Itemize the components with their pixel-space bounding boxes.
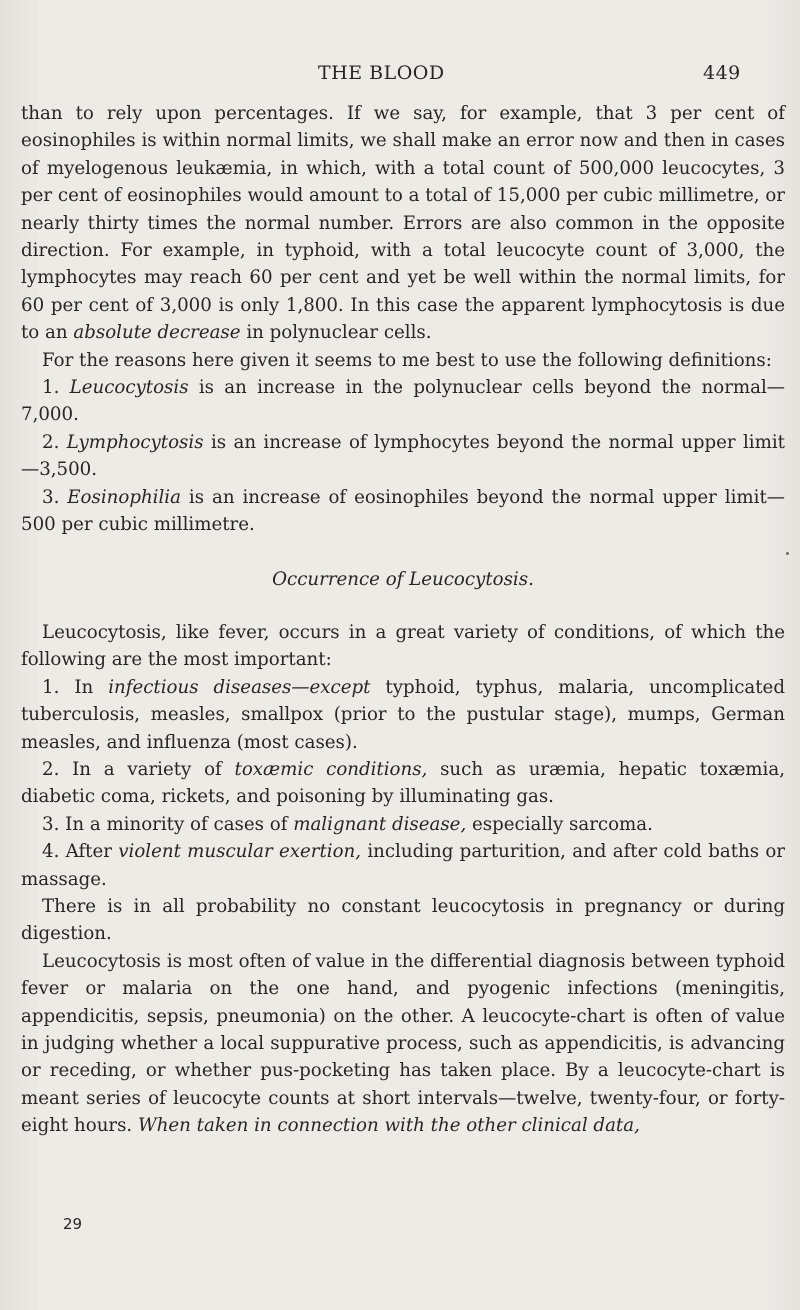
list-item-1-text: typhoid, typhus, malaria, uncomplicated tuberculosis, measles, smallpox (prior to the pustular stage), mumps, German measles, and influenza (most cases). <box>21 676 785 753</box>
paragraph-1-end: in polynuclear cells. <box>240 322 432 344</box>
definition-3-term: Eosinophilia <box>67 486 181 508</box>
running-title: THE BLOOD <box>318 62 445 84</box>
definition-1-number: 1. <box>42 377 70 399</box>
list-item-4 <box>21 838 785 893</box>
page-number: 449 <box>703 62 741 84</box>
list-item-4-text: including parturition, and after cold baths or massage. <box>21 841 785 890</box>
paragraph-last-emphasis: When taken in connection with the other clinical data, <box>138 1115 640 1137</box>
list-item-1-emphasis: infectious diseases—except <box>108 676 371 698</box>
paragraph-1-text: than to rely upon percentages. If we say, for example, that 3 per cent of eosinophiles is within normal limits, we shall make an error now and then in cases of myelogenous leukæmia, in which, with a total count of 500,000 leucocytes, 3 per cent of eosinophiles would amount to a total of 15,000 per cubic millimetre, or nearly thirty times the normal number. Errors are also common in the opposite direction. For example, in typhoid, with a total leucocyte count of 3,000, the lymphocytes may reach 60 per cent and yet be well within the normal limits, for 60 per cent of 3,000 is only 1,800. In this case the apparent lymphocytosis is due to an <box>21 103 785 344</box>
definition-1-term: Leucocytosis <box>69 377 189 399</box>
paper-speck <box>786 552 789 555</box>
paragraph-last <box>21 948 785 1140</box>
definition-2-text: is an increase of lymphocytes beyond the normal upper limit—3,500. <box>21 431 785 481</box>
list-item-2-lead: 2. In a variety of <box>42 758 235 780</box>
definition-3-number: 3. <box>42 486 68 508</box>
list-item-1-lead: 1. In <box>42 676 109 698</box>
definition-3-text: is an increase of eosinophiles beyond the normal upper limit—500 per cubic millimetre. <box>21 486 785 536</box>
signature-mark: 29 <box>63 1215 83 1233</box>
paragraph-pregnancy: There is in all probability no constant leucocytosis in pregnancy or during digestion. <box>21 895 785 945</box>
list-item-3-text: especially sarcoma. <box>466 813 653 835</box>
list-item-1 <box>21 674 785 756</box>
list-item-2 <box>21 756 785 811</box>
definition-1-text: is an increase in the polynuclear cells beyond the normal—7,000. <box>21 377 785 426</box>
definition-3 <box>21 484 785 539</box>
section-heading: Occurrence of Leucocytosis. <box>272 568 534 590</box>
definition-2 <box>21 429 785 484</box>
paragraph-1-emphasis: absolute decrease <box>73 322 241 344</box>
list-item-3-lead: 3. In a minority of cases of <box>42 813 294 835</box>
list-item-3-emphasis: malignant disease, <box>293 813 467 835</box>
paragraph-1 <box>21 100 785 347</box>
list-item-2-emphasis: toxæmic conditions, <box>234 758 428 780</box>
paragraph-2: For the reasons here given it seems to me best to use the following definitions: <box>42 349 772 371</box>
list-item-4-emphasis: violent muscular exertion, <box>118 841 362 863</box>
body-text <box>21 100 785 1140</box>
list-item-2-text: such as uræmia, hepatic toxæmia, diabetic coma, rickets, and poisoning by illuminating gas. <box>21 758 785 808</box>
paragraph-last-text: Leucocytosis is most often of value in the differential diagnosis between typhoid fever or malaria on the one hand, and pyogenic infections (meningitis, appendicitis, sepsis, pneumonia) on the other. A leucocyte-chart is often of value in judging whether a local suppurative process, such as appendicitis, is advancing or receding, or whether pus-pocketing has taken place. By a leucocyte-chart is meant series of leucocyte counts at short intervals—twelve, twenty-four, or forty-eight hours. <box>21 950 785 1137</box>
list-item-3 <box>21 811 785 838</box>
definition-2-term: Lymphocytosis <box>66 431 204 453</box>
list-item-4-lead: 4. After <box>42 841 119 863</box>
running-header <box>0 62 800 92</box>
section-intro: Leucocytosis, like fever, occurs in a great variety of conditions, of which the following are the most important: <box>21 621 785 671</box>
definition-2-number: 2. <box>42 431 67 453</box>
definition-1 <box>21 374 785 429</box>
